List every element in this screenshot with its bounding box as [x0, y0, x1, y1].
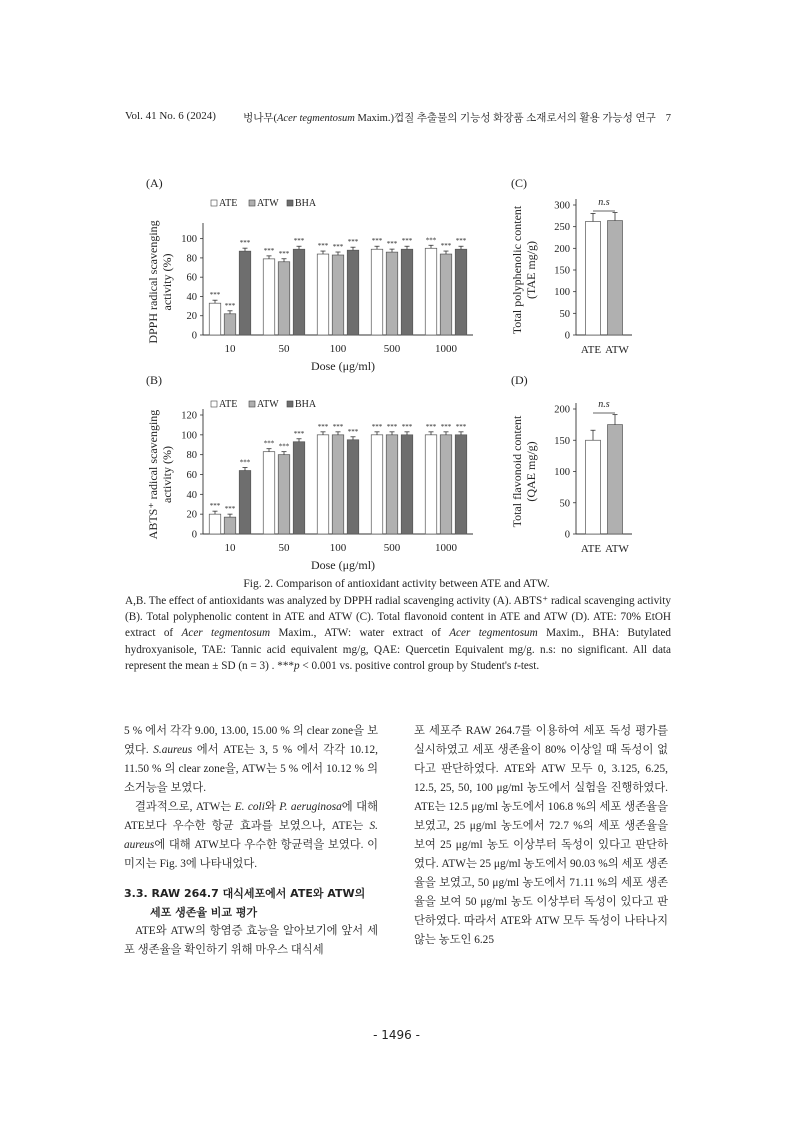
significance-annotation: n.s — [598, 399, 610, 410]
legend-label: BHA — [295, 399, 317, 410]
significance-label: *** — [263, 246, 275, 255]
significance-label: *** — [347, 238, 359, 247]
legend-swatch-ate — [211, 200, 217, 206]
x-axis-label: Dose (μg/ml) — [310, 558, 376, 572]
section-heading — [124, 884, 378, 922]
page-footer: - 1496 - — [373, 1028, 420, 1042]
bar-ate — [263, 259, 275, 335]
running-title-pre: 벙나무( — [243, 113, 277, 124]
significance-label: *** — [317, 422, 329, 431]
y-tick-label: 150 — [554, 435, 570, 447]
y-tick-label: 200 — [554, 404, 570, 416]
caption-text-5: -test. — [517, 659, 540, 672]
bar-atw — [278, 455, 290, 534]
caption-italic-2: Acer tegmentosum — [449, 627, 538, 640]
y-tick-label: 100 — [181, 234, 197, 246]
page-number: 7 — [665, 113, 671, 124]
bar-ate — [263, 452, 275, 534]
significance-label: *** — [401, 237, 413, 246]
bar-ate — [425, 248, 437, 335]
legend-swatch-atw — [249, 200, 255, 206]
x-tick-label: 500 — [383, 542, 401, 554]
significance-label: *** — [347, 427, 359, 436]
bar-atw — [278, 262, 290, 335]
x-tick-label: 1000 — [435, 343, 457, 355]
y-tick-label: 80 — [186, 253, 197, 265]
y-tick-label: 20 — [186, 311, 197, 323]
significance-label: *** — [293, 237, 305, 246]
legend-swatch-ate — [211, 401, 217, 407]
bar-bha — [239, 251, 251, 335]
significance-label: *** — [332, 243, 344, 252]
y-tick-label: 20 — [186, 509, 197, 521]
bar-atw — [386, 252, 398, 335]
bar-atw — [440, 435, 452, 534]
significance-annotation: n.s — [598, 197, 610, 208]
x-tick-label: 10 — [224, 343, 236, 355]
x-tick-label: 10 — [224, 542, 236, 554]
y-axis-label: Total flavonoid content — [510, 415, 524, 528]
y-axis-label: activity (%) — [160, 253, 174, 311]
significance-label: *** — [386, 240, 398, 249]
bar-atw — [224, 517, 236, 534]
body-column-left — [124, 722, 378, 960]
legend-label: ATW — [257, 399, 279, 410]
y-tick-label: 0 — [564, 330, 570, 342]
text-run: 에서 ATE는 3, 5 % 에서 각각 10.12, 11.50 % 의 clear zone을, ATW는 5 % 에서 10.12 % 의 소거능을 보였다. — [124, 744, 378, 794]
y-tick-label: 80 — [186, 450, 197, 462]
significance-label: *** — [317, 242, 329, 251]
y-tick-label: 0 — [191, 529, 197, 541]
bar-atw — [608, 425, 623, 534]
bar-bha — [455, 435, 467, 534]
x-tick-label: ATW — [605, 543, 629, 555]
significance-label: *** — [440, 422, 452, 431]
italic-run: E. coli — [234, 801, 265, 813]
journal-volume: Vol. 41 No. 6 (2024) — [125, 110, 216, 122]
y-tick-label: 60 — [186, 470, 197, 481]
bar-bha — [293, 249, 305, 335]
paragraph: ATE와 ATW의 항염증 효능을 알아보기에 앞서 세포 생존율을 확인하기 위해 마우스 대식세 — [124, 925, 378, 956]
significance-label: *** — [263, 439, 275, 448]
bar-atw — [224, 314, 236, 335]
significance-label: *** — [332, 422, 344, 431]
y-tick-label: 60 — [186, 272, 197, 284]
significance-label: *** — [209, 291, 221, 300]
y-tick-label: 100 — [554, 287, 570, 299]
legend-label: ATE — [219, 198, 238, 209]
significance-label: *** — [209, 502, 221, 511]
bar-atw — [386, 435, 398, 534]
y-tick-label: 120 — [181, 410, 197, 422]
significance-label: *** — [401, 422, 413, 431]
text-run: 에 대해 ATW보다 우수한 항균력을 보였다. 이미지는 Fig. 3에 나타내었다. — [124, 839, 378, 870]
bar-atw — [608, 221, 623, 335]
paragraph — [124, 798, 378, 874]
caption-italic-4: t — [513, 659, 518, 672]
bar-ate — [317, 254, 329, 335]
bar-bha — [293, 442, 305, 534]
significance-label: *** — [224, 505, 236, 514]
significance-label: *** — [239, 458, 251, 467]
y-tick-label: 200 — [554, 243, 570, 255]
bar-ate — [209, 303, 221, 335]
x-axis-label: Dose (μg/ml) — [310, 359, 376, 373]
paragraph — [124, 722, 378, 798]
bar-bha — [347, 440, 359, 534]
italic-run: S.aureus — [153, 744, 193, 756]
significance-label: *** — [278, 442, 290, 451]
legend-swatch-atw — [249, 401, 255, 407]
y-tick-label: 100 — [181, 430, 197, 442]
y-tick-label: 0 — [564, 529, 570, 541]
y-tick-label: 100 — [554, 467, 570, 478]
significance-label: *** — [371, 422, 383, 431]
significance-label: *** — [455, 237, 467, 246]
panel-label-d: (D) — [511, 373, 528, 387]
y-axis-label: DPPH radical scavenging — [146, 220, 160, 344]
y-tick-label: 250 — [554, 222, 570, 234]
y-tick-label: 0 — [191, 330, 197, 342]
significance-label: *** — [278, 249, 290, 258]
bar-ate — [371, 249, 383, 335]
panel-label-b: (B) — [146, 373, 162, 387]
x-tick-label: 100 — [329, 343, 347, 355]
caption-text-1: A,B. The effect of antioxidants was analyzed by DPPH radial scavenging activity (A). ABTS⁺ radical scavenging activity (B). Total polyphenolic content in ATE and ATW (C). Total flavonoid content in ATE and ATW (D). ATE: 70% EtOH extract of — [125, 595, 671, 640]
significance-label: *** — [386, 422, 398, 431]
y-axis-label: activity (%) — [160, 446, 174, 503]
bar-ate — [371, 435, 383, 534]
significance-label: *** — [224, 301, 236, 310]
y-tick-label: 40 — [186, 291, 197, 303]
caption-text-2: Maxim., ATW: water extract of — [270, 627, 450, 640]
y-axis-label: ABTS⁺ radical scavenging — [146, 409, 160, 540]
bar-ate — [317, 435, 329, 534]
legend-swatch-bha — [287, 401, 293, 407]
figure-caption-body — [125, 593, 671, 674]
running-title-post: Maxim.)껍질 추출물의 기능성 화장품 소재로서의 활용 가능성 연구 — [354, 113, 656, 124]
figure-caption-title: Fig. 2. Comparison of antioxidant activity between ATE and ATW. — [243, 578, 550, 590]
bar-bha — [455, 249, 467, 335]
legend-label: ATW — [257, 198, 279, 209]
bar-bha — [401, 249, 413, 335]
bar-bha — [401, 435, 413, 534]
x-tick-label: 1000 — [435, 542, 457, 554]
significance-label: *** — [425, 422, 437, 431]
x-tick-label: ATE — [580, 344, 602, 356]
bar-ate — [586, 221, 601, 335]
text-run: 에 대해 ATE보다 우수한 항균 효과를 보였으나, ATE는 — [124, 801, 378, 832]
x-tick-label: 50 — [278, 343, 290, 355]
legend-label: BHA — [295, 198, 317, 209]
caption-text-3: Maxim., BHA: Butylated hydroxyanisole, TAE: Tannic acid equivalent mg/g, QAE: Quercetin Equivalent mg/g. n.s: no significant. All data represent the mean ± SD (n = 3) . *** — [125, 627, 672, 672]
caption-text-4: < 0.001 vs. positive control group by Student's — [299, 659, 514, 672]
y-axis-label: (QAE mg/g) — [524, 441, 538, 502]
text-run: 와 — [264, 801, 280, 813]
panel-label-c: (C) — [511, 176, 527, 190]
x-tick-label: ATE — [580, 543, 602, 555]
y-axis-label: (TAE mg/g) — [524, 240, 538, 300]
bar-ate — [586, 440, 601, 534]
italic-run: P. aeruginosa — [279, 801, 342, 813]
bar-atw — [440, 254, 452, 335]
italic-run: S. aureus — [124, 820, 378, 851]
y-tick-label: 150 — [554, 265, 570, 277]
bar-atw — [332, 435, 344, 534]
y-axis-label: Total polyphenolic content — [510, 205, 524, 335]
x-tick-label: 50 — [278, 542, 290, 554]
significance-label: *** — [440, 242, 452, 251]
bar-bha — [347, 250, 359, 335]
bar-atw — [332, 255, 344, 335]
text-run: 결과적으로, ATW는 — [135, 801, 235, 813]
text-run: 5 % 에서 각각 9.00, 13.00, 15.00 % 의 clear zone을 보였다. — [124, 725, 378, 756]
legend-label: ATE — [219, 399, 238, 410]
significance-label: *** — [425, 236, 437, 245]
y-tick-label: 300 — [554, 200, 570, 212]
caption-italic-3: p — [294, 659, 300, 672]
body-column-right — [414, 722, 668, 950]
section-heading-line-1: 3.3. RAW 264.7 대식세포에서 ATE와 ATW의 — [124, 887, 366, 900]
x-tick-label: 100 — [329, 542, 347, 554]
bar-bha — [239, 471, 251, 534]
panel-label-a: (A) — [146, 176, 163, 190]
x-tick-label: 500 — [383, 343, 401, 355]
y-tick-label: 50 — [559, 308, 570, 320]
caption-italic-1: Acer tegmentosum — [181, 627, 271, 640]
bar-ate — [425, 435, 437, 534]
legend-swatch-bha — [287, 200, 293, 206]
x-tick-label: ATW — [605, 344, 629, 356]
y-tick-label: 50 — [559, 498, 570, 510]
significance-label: *** — [293, 429, 305, 438]
significance-label: *** — [239, 239, 251, 248]
paragraph: 포 세포주 RAW 264.7를 이용하여 세포 독성 평가를 실시하였고 세포 생존율이 80% 이상일 때 독성이 없다고 판단하였다. ATE와 ATW 모두 0, 3.125, 6.25, 12.5, 25, 50, 100 μg/ml 농도에서 실험을 진행하였다. ATE는 12.5 μg/ml 농도에서 106.8 %의 세포 생존율을 보였고, 25 μg/ml 농도에서 72.7 %의 세포 생존율을 보여 25 μg/ml 농도 이상부터 독성이 있다고 판단하였다. ATW는 25 μg/ml 농도에서 90.03 %의 세포 생존율을 보였고, 50 μg/ml 농도에서 71.11 %의 세포 생존율을 보여 50 μg/ml 농도 이상부터 독성이 있다고 판단하였다. 따라서 ATE와 ATW 모두 독성이 나타나지 않는 농도인 6.25 — [414, 725, 668, 946]
running-title-species: Acer tegmentosum — [277, 113, 355, 124]
section-heading-line-2: 세포 생존율 비교 평가 — [150, 906, 258, 919]
significance-label: *** — [371, 237, 383, 246]
y-tick-label: 40 — [186, 489, 197, 501]
bar-ate — [209, 514, 221, 534]
significance-label: *** — [455, 422, 467, 431]
